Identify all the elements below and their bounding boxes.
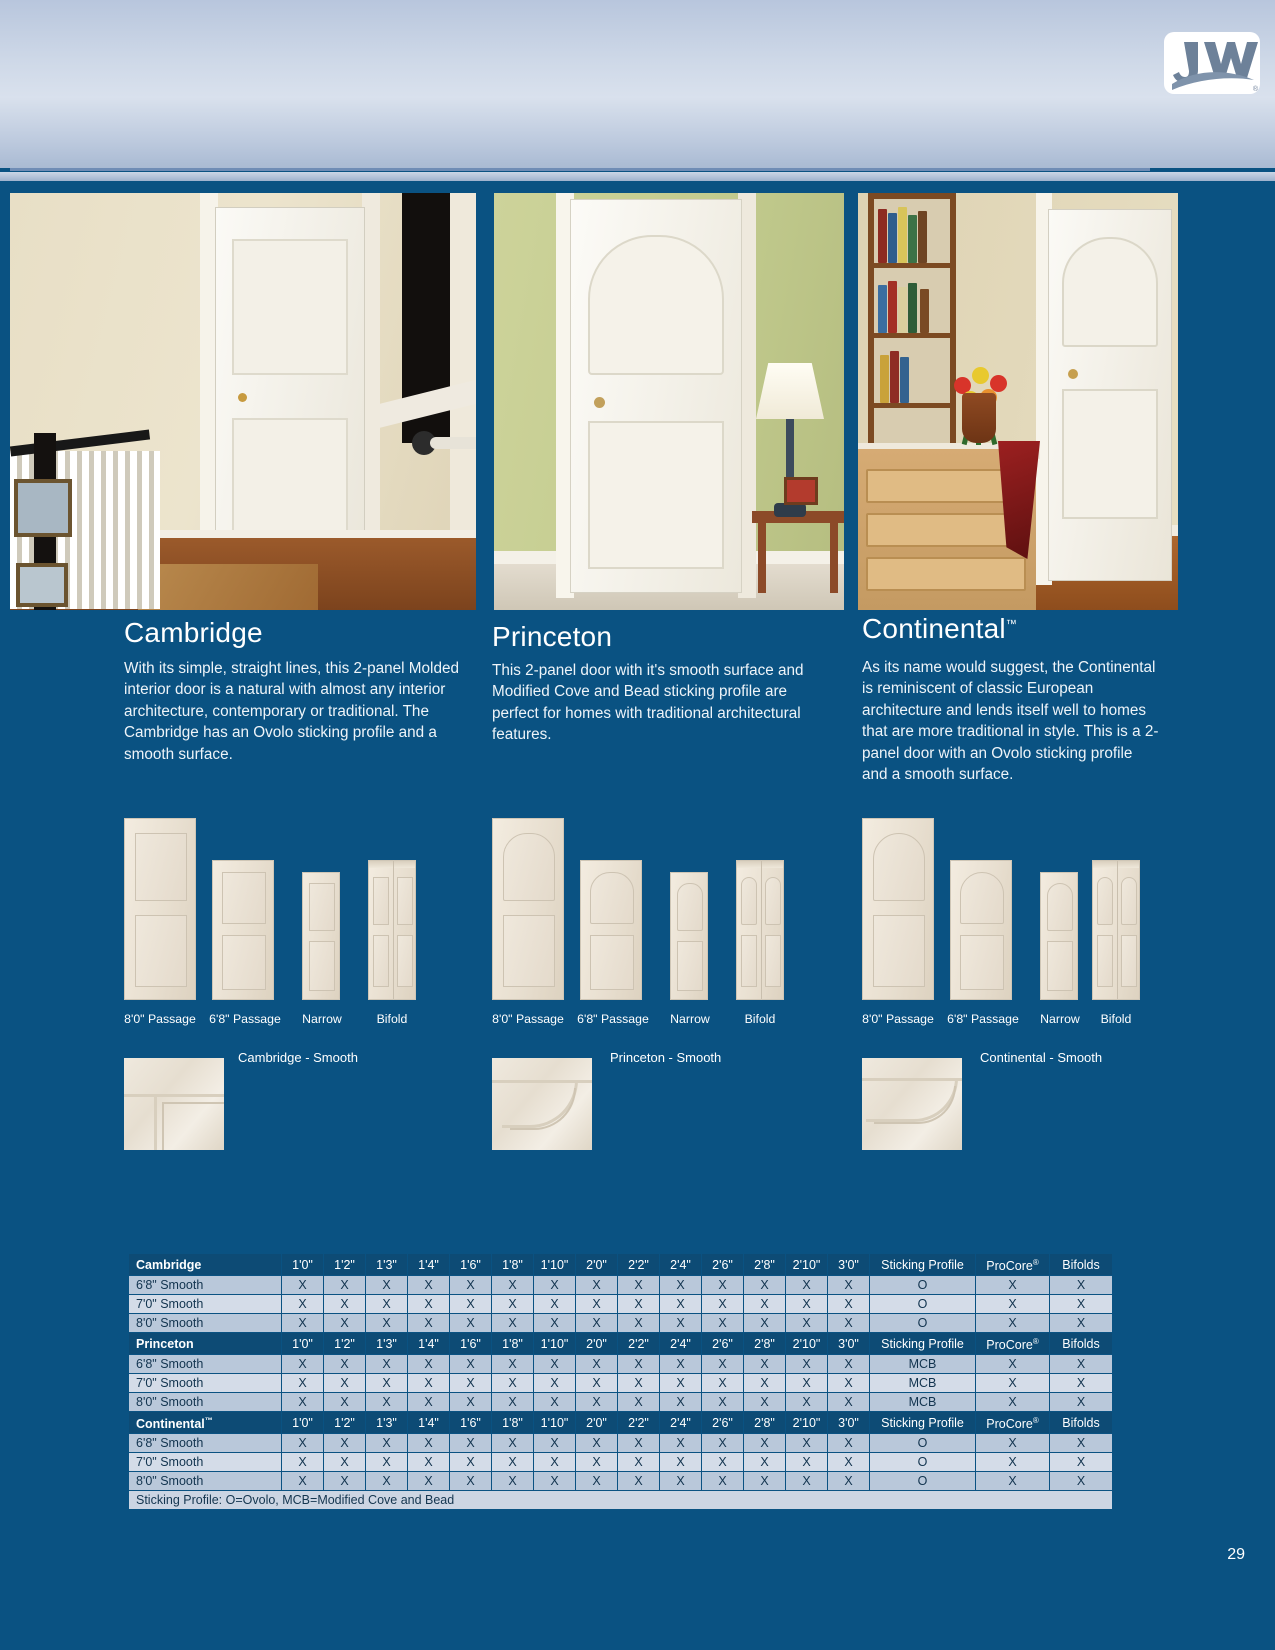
spec-availability-mark: X — [786, 1355, 827, 1373]
spec-availability-mark: X — [534, 1434, 575, 1452]
spec-width-header: 2'6" — [702, 1412, 743, 1433]
product-photo-cambridge — [10, 193, 476, 610]
spec-availability-mark: X — [450, 1355, 491, 1373]
spec-availability-mark: X — [702, 1434, 743, 1452]
profile-label: Cambridge - Smooth — [238, 1050, 358, 1065]
door-thumb-label: 8'0" Passage — [492, 1012, 564, 1026]
product-photo-strip — [0, 193, 1275, 610]
spec-procore-header: ProCore® — [976, 1412, 1049, 1433]
spec-availability-mark: X — [702, 1472, 743, 1490]
spec-procore-value: X — [976, 1453, 1049, 1471]
spec-section-header — [129, 1412, 1112, 1433]
spec-availability-mark: X — [492, 1374, 533, 1392]
spec-procore-value: X — [976, 1472, 1049, 1490]
spec-row-label: 8'0" Smooth — [129, 1314, 281, 1332]
spec-availability-mark: X — [366, 1355, 407, 1373]
spec-availability-mark: X — [534, 1453, 575, 1471]
spec-section-name: Princeton — [129, 1333, 281, 1354]
spec-sticking-value: O — [870, 1276, 975, 1294]
spec-row-label: 6'8" Smooth — [129, 1434, 281, 1452]
spec-width-header: 2'10" — [786, 1412, 827, 1433]
spec-availability-mark: X — [366, 1314, 407, 1332]
spec-row-label: 8'0" Smooth — [129, 1393, 281, 1411]
spec-availability-mark: X — [702, 1355, 743, 1373]
spec-sticking-value: O — [870, 1453, 975, 1471]
spec-width-header: 1'8" — [492, 1333, 533, 1354]
spec-section-name: Cambridge — [129, 1254, 281, 1275]
spec-availability-mark: X — [324, 1276, 365, 1294]
spec-availability-mark: X — [492, 1314, 533, 1332]
table-row — [129, 1276, 1112, 1294]
spec-availability-mark: X — [786, 1393, 827, 1411]
spec-width-header: 1'4" — [408, 1412, 449, 1433]
door-variants-princeton — [492, 818, 852, 1028]
spec-availability-mark: X — [450, 1295, 491, 1313]
spec-procore-value: X — [976, 1295, 1049, 1313]
spec-bifolds-header: Bifolds — [1050, 1333, 1112, 1354]
spec-availability-mark: X — [408, 1434, 449, 1452]
spec-availability-mark: X — [660, 1314, 701, 1332]
spec-procore-value: X — [976, 1276, 1049, 1294]
spec-availability-mark: X — [702, 1374, 743, 1392]
spec-width-header: 2'4" — [660, 1412, 701, 1433]
product-description-princeton: This 2-panel door with it's smooth surface and Modified Cove and Bead sticking profile are perfect for homes with traditional architectural features. — [492, 661, 804, 744]
spec-availability-mark: X — [702, 1276, 743, 1294]
profile-image — [124, 1058, 224, 1150]
table-row — [129, 1434, 1112, 1452]
spec-width-header: 2'0" — [576, 1254, 617, 1275]
door-thumb-8ft-passage — [492, 818, 564, 1000]
spec-width-header: 1'6" — [450, 1333, 491, 1354]
registered-mark: ® — [1032, 1337, 1039, 1347]
spec-row-label: 7'0" Smooth — [129, 1295, 281, 1313]
profile-detail-cambridge — [124, 1050, 484, 1158]
table-row — [129, 1295, 1112, 1313]
spec-availability-mark: X — [744, 1276, 785, 1294]
spec-availability-mark: X — [282, 1472, 323, 1490]
spec-availability-mark: X — [492, 1472, 533, 1490]
spec-availability-mark: X — [282, 1453, 323, 1471]
spec-availability-mark: X — [366, 1374, 407, 1392]
spec-availability-mark: X — [534, 1374, 575, 1392]
spec-availability-mark: X — [282, 1314, 323, 1332]
spec-procore-value: X — [976, 1355, 1049, 1373]
spec-availability-mark: X — [702, 1314, 743, 1332]
spec-availability-mark: X — [282, 1393, 323, 1411]
spec-availability-mark: X — [534, 1314, 575, 1332]
spec-availability-mark: X — [702, 1453, 743, 1471]
spec-availability-mark: X — [744, 1355, 785, 1373]
spec-availability-mark: X — [618, 1355, 659, 1373]
door-thumb-narrow — [1040, 872, 1078, 1000]
spec-availability-mark: X — [828, 1472, 869, 1490]
spec-availability-mark: X — [366, 1295, 407, 1313]
product-column-continental — [862, 613, 1162, 786]
spec-availability-mark: X — [744, 1434, 785, 1452]
registered-mark: ® — [1032, 1258, 1039, 1267]
spec-availability-mark: X — [828, 1453, 869, 1471]
spec-availability-mark: X — [744, 1314, 785, 1332]
spec-availability-mark: X — [450, 1374, 491, 1392]
spec-width-header: 1'2" — [324, 1412, 365, 1433]
product-description-cambridge: With its simple, straight lines, this 2-panel Molded interior door is a natural with almost any interior architecture, contemporary or traditional. The Cambridge has an Ovolo sticking profile and a smooth surface. — [124, 659, 459, 763]
product-title-princeton — [492, 622, 837, 653]
spec-availability-mark: X — [408, 1393, 449, 1411]
table-row — [129, 1453, 1112, 1471]
product-name: Princeton — [492, 621, 613, 652]
spec-availability-mark: X — [618, 1374, 659, 1392]
trademark-mark: ™ — [1005, 618, 1018, 631]
specification-table — [128, 1253, 1113, 1510]
door-thumb-8ft-passage — [862, 818, 934, 1000]
profile-detail-princeton — [492, 1050, 852, 1158]
spec-availability-mark: X — [828, 1314, 869, 1332]
spec-availability-mark: X — [618, 1314, 659, 1332]
spec-bifolds-header: Bifolds — [1050, 1254, 1112, 1275]
spec-section-header — [129, 1333, 1112, 1354]
spec-width-header: 2'0" — [576, 1412, 617, 1433]
door-variants-continental — [862, 818, 1222, 1028]
spec-availability-mark: X — [366, 1453, 407, 1471]
spec-availability-mark: X — [660, 1453, 701, 1471]
spec-availability-mark: X — [786, 1276, 827, 1294]
spec-bifolds-value: X — [1050, 1295, 1112, 1313]
spec-availability-mark: X — [828, 1276, 869, 1294]
spec-availability-mark: X — [324, 1453, 365, 1471]
spec-availability-mark: X — [450, 1434, 491, 1452]
product-name: Cambridge — [124, 617, 263, 648]
spec-availability-mark: X — [408, 1453, 449, 1471]
spec-availability-mark: X — [366, 1276, 407, 1294]
spec-availability-mark: X — [492, 1355, 533, 1373]
door-thumb-label: 8'0" Passage — [124, 1012, 196, 1026]
spec-availability-mark: X — [660, 1434, 701, 1452]
spec-width-header: 1'4" — [408, 1333, 449, 1354]
spec-width-header: 2'10" — [786, 1254, 827, 1275]
door-thumb-bifold — [368, 860, 416, 1000]
profile-detail-continental — [862, 1050, 1222, 1158]
spec-width-header: 1'3" — [366, 1254, 407, 1275]
door-thumb-68-passage — [950, 860, 1012, 1000]
spec-row-label: 6'8" Smooth — [129, 1355, 281, 1373]
spec-availability-mark: X — [366, 1434, 407, 1452]
spec-availability-mark: X — [408, 1295, 449, 1313]
spec-availability-mark: X — [618, 1472, 659, 1490]
spec-availability-mark: X — [576, 1295, 617, 1313]
spec-availability-mark: X — [786, 1314, 827, 1332]
spec-availability-mark: X — [576, 1314, 617, 1332]
product-photo-princeton — [494, 193, 844, 610]
header-divider — [10, 168, 1150, 171]
spec-availability-mark: X — [324, 1393, 365, 1411]
spec-sticking-value: O — [870, 1434, 975, 1452]
spec-footnote: Sticking Profile: O=Ovolo, MCB=Modified Cove and Bead — [129, 1491, 1112, 1509]
spec-availability-mark: X — [492, 1393, 533, 1411]
spec-availability-mark: X — [492, 1276, 533, 1294]
spec-availability-mark: X — [744, 1393, 785, 1411]
product-title-cambridge — [124, 618, 474, 649]
profile-label: Continental - Smooth — [980, 1050, 1103, 1065]
spec-availability-mark: X — [786, 1295, 827, 1313]
spec-availability-mark: X — [324, 1314, 365, 1332]
spec-row-label: 7'0" Smooth — [129, 1374, 281, 1392]
spec-width-header: 3'0" — [828, 1333, 869, 1354]
spec-width-header: 1'10" — [534, 1254, 575, 1275]
spec-sticking-value: O — [870, 1472, 975, 1490]
spec-row-label: 7'0" Smooth — [129, 1453, 281, 1471]
page-header — [0, 0, 1275, 168]
header-divider-secondary — [0, 172, 1275, 181]
spec-availability-mark: X — [618, 1276, 659, 1294]
door-thumb-label: Bifold — [1100, 1012, 1132, 1026]
spec-availability-mark: X — [282, 1276, 323, 1294]
spec-availability-mark: X — [576, 1374, 617, 1392]
spec-width-header: 2'10" — [786, 1333, 827, 1354]
spec-sticking-value: MCB — [870, 1374, 975, 1392]
table-row — [129, 1314, 1112, 1332]
spec-bifolds-value: X — [1050, 1393, 1112, 1411]
spec-availability-mark: X — [702, 1393, 743, 1411]
spec-availability-mark: X — [786, 1453, 827, 1471]
spec-width-header: 1'2" — [324, 1254, 365, 1275]
door-thumb-label: Narrow — [302, 1012, 342, 1026]
spec-availability-mark: X — [408, 1374, 449, 1392]
spec-bifolds-value: X — [1050, 1453, 1112, 1471]
spec-width-header: 2'8" — [744, 1333, 785, 1354]
spec-availability-mark: X — [576, 1393, 617, 1411]
spec-availability-mark: X — [576, 1453, 617, 1471]
spec-bifolds-value: X — [1050, 1314, 1112, 1332]
spec-availability-mark: X — [534, 1295, 575, 1313]
spec-availability-mark: X — [618, 1434, 659, 1452]
spec-procore-header: ProCore® — [976, 1254, 1049, 1275]
spec-width-header: 2'2" — [618, 1412, 659, 1433]
spec-width-header: 1'0" — [282, 1254, 323, 1275]
spec-bifolds-value: X — [1050, 1276, 1112, 1294]
table-row — [129, 1393, 1112, 1411]
spec-availability-mark: X — [744, 1374, 785, 1392]
spec-availability-mark: X — [828, 1393, 869, 1411]
product-description-continental: As its name would suggest, the Continental is reminiscent of classic European architecture and lends itself well to homes that are more traditional in style. This is a 2-panel door with an Ovolo sticking profile and a smooth surface. — [862, 658, 1159, 784]
door-thumb-bifold — [1092, 860, 1140, 1000]
spec-availability-mark: X — [450, 1393, 491, 1411]
jw-logo-icon — [1164, 32, 1260, 94]
spec-bifolds-value: X — [1050, 1374, 1112, 1392]
spec-availability-mark: X — [450, 1276, 491, 1294]
spec-width-header: 2'0" — [576, 1333, 617, 1354]
spec-availability-mark: X — [534, 1276, 575, 1294]
profile-label: Princeton - Smooth — [610, 1050, 722, 1065]
door-thumb-label: Bifold — [376, 1012, 408, 1026]
spec-bifolds-value: X — [1050, 1434, 1112, 1452]
spec-availability-mark: X — [282, 1374, 323, 1392]
door-thumb-narrow — [670, 872, 708, 1000]
spec-availability-mark: X — [828, 1374, 869, 1392]
spec-availability-mark: X — [408, 1276, 449, 1294]
spec-availability-mark: X — [660, 1355, 701, 1373]
table-row — [129, 1472, 1112, 1490]
door-thumb-label: Narrow — [1040, 1012, 1080, 1026]
door-variants-cambridge — [124, 818, 484, 1028]
profile-image — [862, 1058, 962, 1150]
spec-bifolds-value: X — [1050, 1355, 1112, 1373]
spec-availability-mark: X — [702, 1295, 743, 1313]
spec-width-header: 2'4" — [660, 1333, 701, 1354]
spec-availability-mark: X — [576, 1276, 617, 1294]
spec-procore-value: X — [976, 1374, 1049, 1392]
spec-availability-mark: X — [576, 1472, 617, 1490]
spec-availability-mark: X — [786, 1472, 827, 1490]
spec-width-header: 1'2" — [324, 1333, 365, 1354]
spec-availability-mark: X — [324, 1295, 365, 1313]
door-thumb-label: 6'8" Passage — [209, 1012, 281, 1026]
spec-sticking-header: Sticking Profile — [870, 1254, 975, 1275]
spec-width-header: 1'10" — [534, 1333, 575, 1354]
spec-availability-mark: X — [618, 1393, 659, 1411]
spec-footnote-row — [129, 1491, 1112, 1509]
spec-availability-mark: X — [744, 1453, 785, 1471]
spec-section-header — [129, 1254, 1112, 1275]
registered-mark: ® — [1252, 86, 1258, 93]
spec-section-name: Continental™ — [129, 1412, 281, 1433]
spec-availability-mark: X — [828, 1434, 869, 1452]
spec-availability-mark: X — [366, 1393, 407, 1411]
spec-sticking-value: MCB — [870, 1393, 975, 1411]
spec-availability-mark: X — [408, 1314, 449, 1332]
door-thumb-68-passage — [212, 860, 274, 1000]
door-thumb-label: 6'8" Passage — [947, 1012, 1019, 1026]
spec-availability-mark: X — [618, 1295, 659, 1313]
spec-availability-mark: X — [660, 1472, 701, 1490]
spec-availability-mark: X — [450, 1472, 491, 1490]
product-photo-continental — [858, 193, 1178, 610]
spec-sticking-value: MCB — [870, 1355, 975, 1373]
product-column-princeton — [492, 618, 837, 746]
spec-sticking-value: O — [870, 1314, 975, 1332]
door-thumb-68-passage — [580, 860, 642, 1000]
spec-availability-mark: X — [282, 1355, 323, 1373]
spec-availability-mark: X — [408, 1355, 449, 1373]
spec-row-label: 8'0" Smooth — [129, 1472, 281, 1490]
door-thumb-8ft-passage — [124, 818, 196, 1000]
spec-sticking-value: O — [870, 1295, 975, 1313]
spec-width-header: 1'0" — [282, 1412, 323, 1433]
spec-availability-mark: X — [492, 1295, 533, 1313]
spec-procore-value: X — [976, 1434, 1049, 1452]
spec-availability-mark: X — [534, 1472, 575, 1490]
spec-availability-mark: X — [786, 1434, 827, 1452]
spec-width-header: 1'6" — [450, 1412, 491, 1433]
spec-width-header: 2'2" — [618, 1254, 659, 1275]
spec-width-header: 3'0" — [828, 1412, 869, 1433]
door-thumb-label: 6'8" Passage — [577, 1012, 649, 1026]
product-name: Continental — [862, 613, 1006, 644]
spec-availability-mark: X — [366, 1472, 407, 1490]
spec-availability-mark: X — [660, 1276, 701, 1294]
spec-table-body — [129, 1254, 1112, 1509]
spec-availability-mark: X — [828, 1355, 869, 1373]
spec-width-header: 1'8" — [492, 1254, 533, 1275]
spec-availability-mark: X — [492, 1453, 533, 1471]
spec-procore-header: ProCore® — [976, 1333, 1049, 1354]
jeld-wen-logo — [1164, 32, 1260, 94]
spec-availability-mark: X — [450, 1453, 491, 1471]
spec-availability-mark: X — [450, 1314, 491, 1332]
spec-procore-value: X — [976, 1393, 1049, 1411]
spec-availability-mark: X — [408, 1472, 449, 1490]
door-thumb-label: Narrow — [670, 1012, 710, 1026]
spec-width-header: 1'10" — [534, 1412, 575, 1433]
spec-width-header: 1'8" — [492, 1412, 533, 1433]
spec-width-header: 2'2" — [618, 1333, 659, 1354]
spec-bifolds-value: X — [1050, 1472, 1112, 1490]
spec-availability-mark: X — [576, 1355, 617, 1373]
spec-availability-mark: X — [282, 1434, 323, 1452]
spec-width-header: 1'3" — [366, 1412, 407, 1433]
spec-availability-mark: X — [324, 1434, 365, 1452]
page-number: 29 — [1227, 1546, 1245, 1563]
spec-bifolds-header: Bifolds — [1050, 1412, 1112, 1433]
spec-width-header: 1'4" — [408, 1254, 449, 1275]
profile-image — [492, 1058, 592, 1150]
spec-availability-mark: X — [744, 1295, 785, 1313]
spec-availability-mark: X — [786, 1374, 827, 1392]
door-thumb-label: 8'0" Passage — [862, 1012, 934, 1026]
spec-availability-mark: X — [660, 1374, 701, 1392]
spec-availability-mark: X — [324, 1472, 365, 1490]
spec-availability-mark: X — [660, 1393, 701, 1411]
spec-width-header: 2'8" — [744, 1254, 785, 1275]
spec-availability-mark: X — [828, 1295, 869, 1313]
spec-width-header: 1'3" — [366, 1333, 407, 1354]
spec-availability-mark: X — [618, 1453, 659, 1471]
spec-availability-mark: X — [324, 1374, 365, 1392]
product-column-cambridge — [124, 618, 474, 765]
spec-availability-mark: X — [324, 1355, 365, 1373]
spec-width-header: 2'8" — [744, 1412, 785, 1433]
spec-width-header: 2'6" — [702, 1333, 743, 1354]
spec-width-header: 1'0" — [282, 1333, 323, 1354]
spec-availability-mark: X — [492, 1434, 533, 1452]
spec-procore-value: X — [976, 1314, 1049, 1332]
spec-availability-mark: X — [282, 1295, 323, 1313]
door-thumb-label: Bifold — [744, 1012, 776, 1026]
spec-row-label: 6'8" Smooth — [129, 1276, 281, 1294]
registered-mark: ® — [1032, 1416, 1039, 1426]
table-row — [129, 1355, 1112, 1373]
product-title-continental — [862, 614, 1162, 645]
spec-availability-mark: X — [660, 1295, 701, 1313]
spec-availability-mark: X — [534, 1393, 575, 1411]
spec-width-header: 2'4" — [660, 1254, 701, 1275]
spec-width-header: 1'6" — [450, 1254, 491, 1275]
table-row — [129, 1374, 1112, 1392]
door-thumb-narrow — [302, 872, 340, 1000]
spec-sticking-header: Sticking Profile — [870, 1412, 975, 1433]
spec-width-header: 2'6" — [702, 1254, 743, 1275]
spec-width-header: 3'0" — [828, 1254, 869, 1275]
spec-availability-mark: X — [744, 1472, 785, 1490]
spec-sticking-header: Sticking Profile — [870, 1333, 975, 1354]
spec-availability-mark: X — [576, 1434, 617, 1452]
door-thumb-bifold — [736, 860, 784, 1000]
trademark-mark: ™ — [204, 1416, 213, 1426]
spec-availability-mark: X — [534, 1355, 575, 1373]
